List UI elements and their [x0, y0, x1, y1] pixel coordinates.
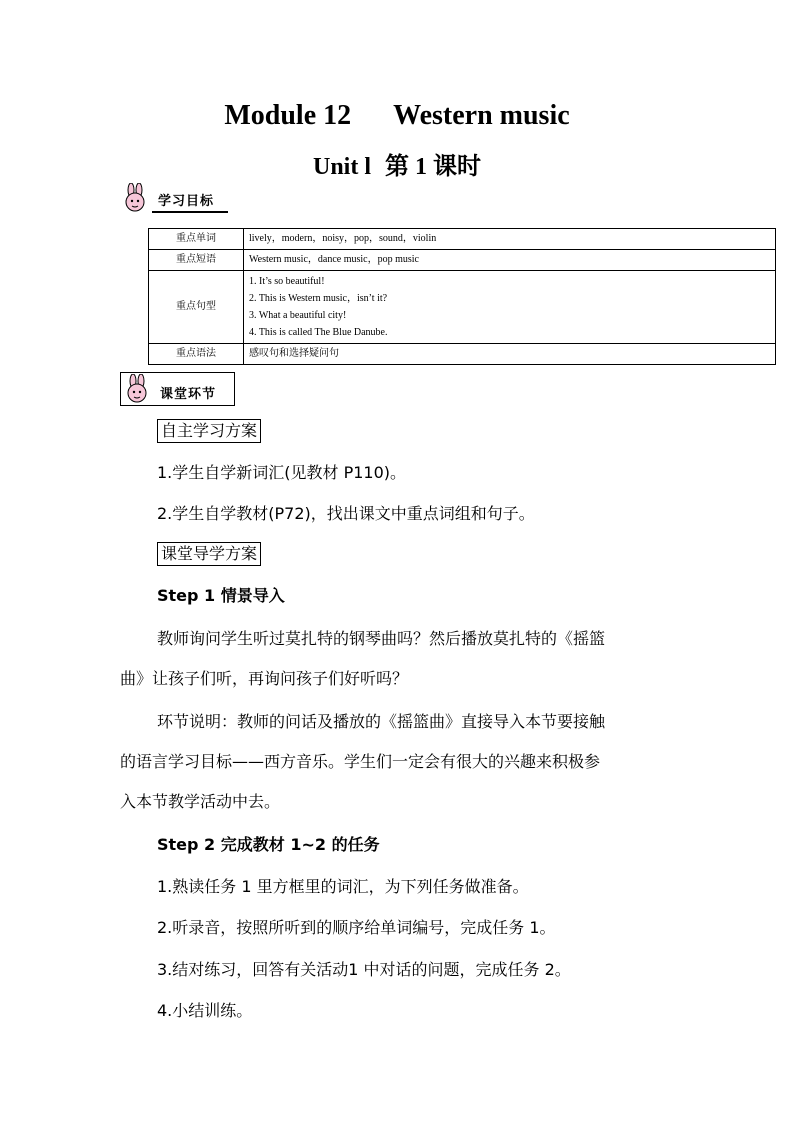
paragraph-line: 入本节教学活动中去。: [120, 792, 281, 811]
paragraph-line: 环节说明：教师的问话及播放的《摇篮曲》直接导入本节要接触: [157, 712, 606, 731]
list-item: 3.结对练习，回答有关活动1 中对话的问题，完成任务 2。: [157, 960, 571, 979]
table-value: [244, 271, 776, 344]
goals-banner-label: 学习目标: [152, 188, 228, 213]
table-value: Western music，dance music，pop music: [244, 250, 776, 271]
list-item: 2.学生自学教材(P72)，找出课文中重点词组和句子。: [157, 504, 535, 523]
lesson-steps-banner: [120, 372, 235, 406]
key-sentence: 2. This is Western music，isn’t it?: [249, 293, 388, 304]
list-item: 4.小结训练。: [157, 1001, 253, 1020]
lesson-steps-banner-label: 课堂环节: [160, 387, 217, 402]
key-sentence: 1. It’s so beautiful!: [249, 276, 325, 287]
paragraph-line: 教师询问学生听过莫扎特的钢琴曲吗？然后播放莫扎特的《摇篮: [157, 629, 606, 648]
table-key: 重点单词: [149, 229, 244, 250]
self-study-heading: 自主学习方案: [157, 419, 261, 443]
rabbit-mascot-icon: [122, 374, 152, 404]
module-topic: Western music: [393, 100, 570, 131]
table-key: 重点句型: [149, 271, 244, 344]
table-row: [149, 229, 776, 250]
classroom-heading: 课堂导学方案: [157, 542, 261, 566]
page-subtitle: [0, 146, 794, 181]
key-sentence: 4. This is called The Blue Danube.: [249, 327, 388, 338]
page-title: [0, 100, 794, 132]
table-value: lively，modern，noisy，pop，sound，violin: [244, 229, 776, 250]
table-row: [149, 344, 776, 365]
list-item: 2.听录音，按照所听到的顺序给单词编号，完成任务 1。: [157, 918, 556, 937]
step2-title: Step 2 完成教材 1~2 的任务: [157, 835, 380, 854]
table-value: 感叹句和选择疑问句: [244, 344, 776, 365]
table-key: 重点短语: [149, 250, 244, 271]
paragraph-line: 曲》让孩子们听，再询问孩子们好听吗？: [120, 669, 409, 688]
step1-title: Step 1 情景导入: [157, 586, 285, 605]
module-label: Module 12: [224, 100, 352, 131]
table-row: [149, 271, 776, 344]
paragraph-line: 的语言学习目标——西方音乐。学生们一定会有很大的兴趣来积极参: [120, 752, 601, 771]
goals-banner: [120, 183, 228, 213]
lesson-label: 第 1 课时: [385, 154, 481, 180]
table-row: [149, 250, 776, 271]
rabbit-mascot-icon: [120, 183, 150, 213]
key-sentence: 3. What a beautiful city!: [249, 310, 347, 321]
table-key: 重点语法: [149, 344, 244, 365]
goals-table: [148, 228, 776, 365]
list-item: 1.学生自学新词汇(见教材 P110)。: [157, 463, 407, 482]
list-item: 1.熟读任务 1 里方框里的词汇，为下列任务做准备。: [157, 877, 529, 896]
unit-label: Unit l: [312, 154, 371, 180]
